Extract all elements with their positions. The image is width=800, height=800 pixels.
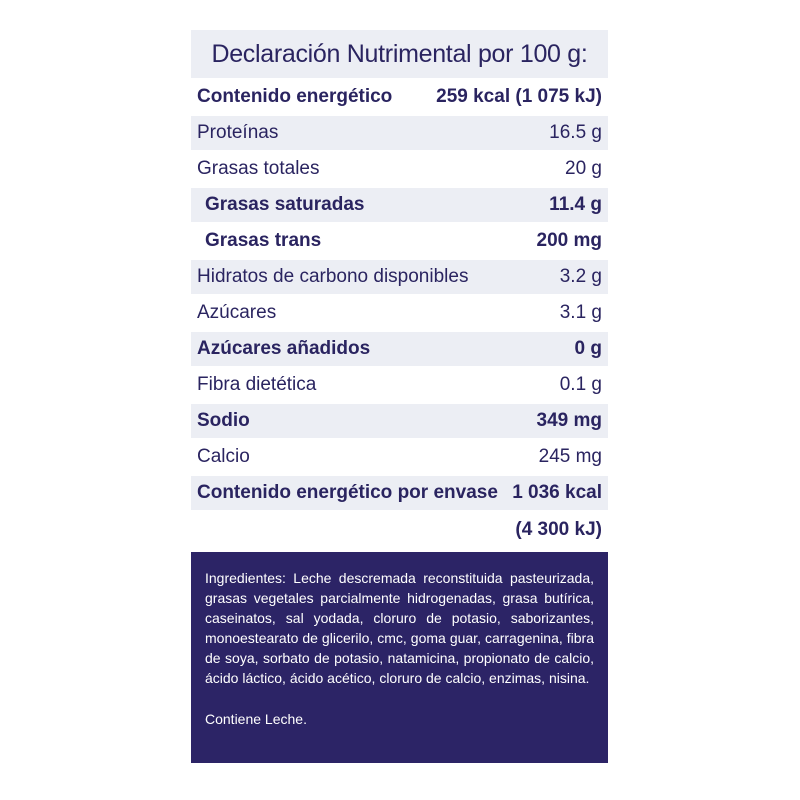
row-label: Grasas trans: [205, 230, 322, 251]
row-saturated-fat: [191, 188, 608, 224]
ingredients-panel: [191, 552, 608, 763]
row-trans-fat: [191, 224, 608, 260]
row-calcium: [191, 440, 608, 476]
row-label: Contenido energético: [197, 86, 393, 107]
allergen-statement: Contiene Leche.: [205, 711, 307, 727]
row-value: 3.1 g: [559, 302, 602, 323]
row-value: 0.1 g: [559, 374, 602, 395]
row-label: Fibra dietética: [197, 374, 317, 395]
row-carbohydrates: [191, 260, 608, 296]
table-title: Declaración Nutrimental por 100 g:: [191, 30, 608, 80]
row-energy: [191, 80, 608, 116]
row-value: 259 kcal (1 075 kJ): [436, 86, 602, 107]
row-value: 349 mg: [536, 410, 602, 431]
ingredients-text: Ingredientes: Leche descremada reconstituida pasteurizada, grasas vegetales parcialmente hidrogenadas, grasa butírica, caseinatos, sal yodada, cloruro de potasio, saborizantes, monoestearato de glicerilo, cmc, goma guar, carragenina, fibra de soya, sorbato de potasio, natamicina, propionato de calcio, ácido láctico, ácido acético, cloruro de calcio, enzimas, nisina.: [205, 570, 594, 686]
row-label: Contenido energético por envase: [197, 482, 498, 503]
row-value: 20 g: [565, 158, 602, 179]
nutrition-facts-table: [191, 30, 608, 548]
row-sodium: [191, 404, 608, 440]
row-fiber: [191, 368, 608, 404]
row-value: 200 mg: [536, 230, 602, 251]
energy-per-package-kj: (4 300 kJ): [515, 519, 602, 540]
row-value: 1 036 kcal: [512, 482, 602, 503]
row-label: Grasas saturadas: [205, 194, 365, 215]
row-value: 16.5 g: [549, 122, 602, 143]
row-label: Grasas totales: [197, 158, 320, 179]
row-energy-per-package: [191, 476, 608, 512]
row-sugars: [191, 296, 608, 332]
row-label: Azúcares añadidos: [197, 338, 371, 359]
row-label: Hidratos de carbono disponibles: [197, 266, 469, 287]
row-protein: [191, 116, 608, 152]
row-value: 245 mg: [538, 446, 602, 467]
row-label: Azúcares: [197, 302, 277, 323]
row-value: 3.2 g: [559, 266, 602, 287]
row-label: Calcio: [197, 446, 250, 467]
row-value: 11.4 g: [549, 194, 602, 215]
row-label: Proteínas: [197, 122, 279, 143]
row-value: 0 g: [574, 338, 602, 359]
row-total-fat: [191, 152, 608, 188]
row-label: Sodio: [197, 410, 250, 431]
row-added-sugars: [191, 332, 608, 368]
